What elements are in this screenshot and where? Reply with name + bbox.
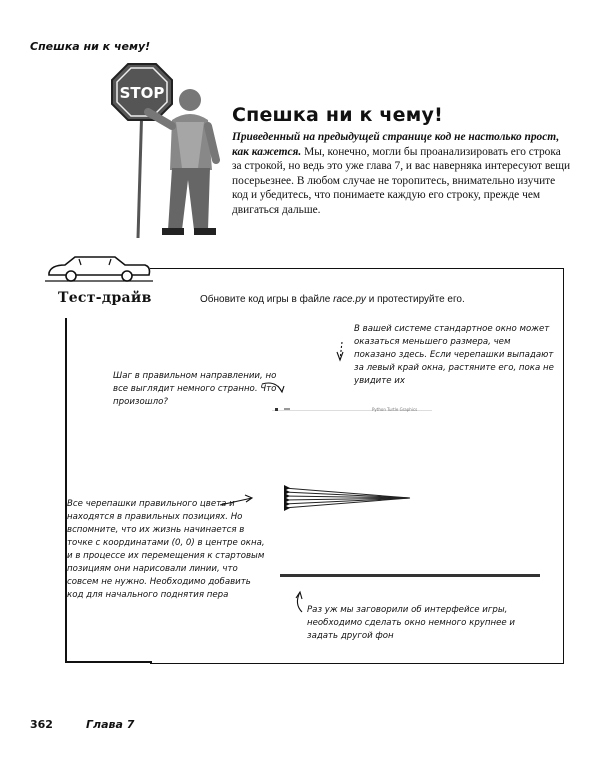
instruction-after: и протестируйте его. [365,294,465,305]
arrow-right-direction-head [278,386,284,392]
window-controls [284,408,290,410]
instruction-filename: race.py [333,294,366,305]
note-interface: Раз уж мы заговорили об интерфейсе игры, необходимо сделать окно немного крупнее и задать другой фон [307,605,516,641]
screenshot-bottom-edge [280,574,540,577]
note-turtles-colors: Все черепашки правильного цвета и находятся в правильных позициях. Но вспомните, что их жизнь начинается в точке с координатами (0, 0) в центре окна, и в процессе их перемещения к стартовым позициям они нарисовали линии, что совсем не нужно. Необходимо добавить код для начального поднятия пера [67,499,265,600]
turtle-6 [284,505,290,511]
running-head: Спешка ни к чему! [30,40,151,53]
note-window-size: В вашей системе стандартное окно может оказаться меньшего размера, чем показано здесь. Если черепашки выпадают за левый край окна, растяните его, пока не увидите их [354,324,554,386]
turtle-window-screenshot [272,405,432,425]
arrow-window-size-head [337,352,343,360]
chapter-label: Глава 7 [86,718,135,731]
instruction-before: Обновите код игры в файле [200,294,334,305]
testdrive-label: Тест-драйв [58,290,152,306]
window-title: Python Turtle Graphics [372,407,418,412]
note-right-direction: Шаг в правильном направлении, но все выглядит немного странно. Что произошло? [113,371,277,407]
window-icon [275,408,278,411]
page-number: 362 [30,718,53,731]
stop-sign-text: STOP [119,84,165,102]
section-heading: Спешка ни к чему! [232,104,443,126]
lead-text: Мы, конечно, могли бы проанализировать его строка за строкой, но ведь это уже глава 7, и вас наверняка интересуют вещи посерьезнее. В любом случае не торопитесь, внимательно изучите код и убедитесь, что понимаете каждую его строку, прежде чем двигаться дальше. [232,145,571,216]
lead-emphasis: Приведенный на предыдущей странице код не настолько прост, как кажется. [232,131,560,158]
turtle-lines-drawing [270,470,430,530]
